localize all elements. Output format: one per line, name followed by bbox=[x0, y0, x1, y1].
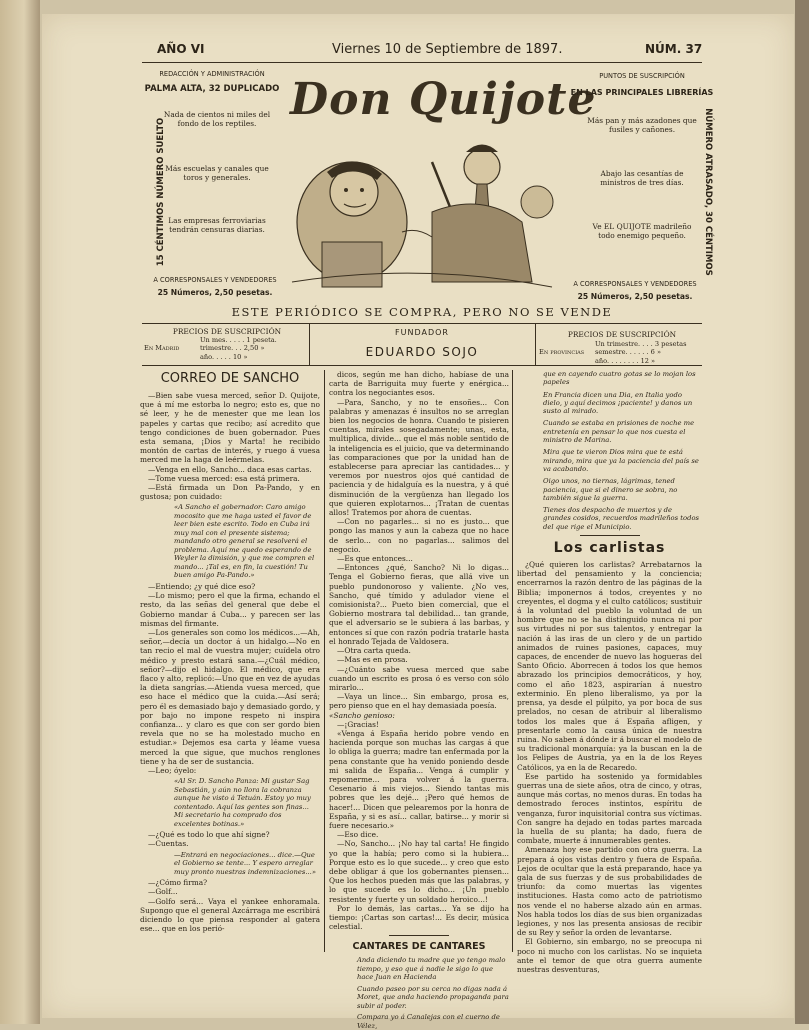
paragraph: —Eso dice. bbox=[337, 830, 379, 840]
left-slogan-2: Más escuelas y canales que toros y generales. bbox=[165, 164, 269, 183]
issue-date: Viernes 10 de Septiembre de 1897. bbox=[332, 42, 563, 57]
left-slogan-1: Nada de cientos ni miles del fondo de los reptiles. bbox=[163, 110, 271, 129]
page-edge bbox=[795, 0, 809, 1024]
paragraph: —Venga en ello, Sancho... daca esas cartas. bbox=[148, 464, 312, 474]
paragraph: —Para, Sancho, y no te ensoñes... Con palabras y amenazas é insultos no se arreglan bien los negocios de honra. Cuando te pisieren cuentas, mírales sosegadamente; unas, esta, multiplica, divide... que el más noble sentido de la inteligencia es el juicio, que va determinando las comparaciones que por la unidad han de establecerse para apreciar las cantidades... y veremos por nuestros ojos qué cantidad de paciencia y de hidalguía es la nuestra, y á qué disminución de la vergüenza han llegado los que quieren explotarnos... ¡Tratan de cuentas allos! Tratemos por ahora de cuentas. bbox=[329, 397, 509, 518]
paragraph: —Bien sabe vuesa merced, señor D. Quijote, que á mí me estorba lo negro; esto es, que no sé leer, y he de menester que me lean los papeles y cartas que recibo; así acredito que tengo condiciones de buen gobernador. Pues esta semana, ¡Dios y Marta! he recibido montón de cartas de interés, y ruego á vuesa merced me la haga de leérmelas. bbox=[140, 391, 320, 465]
right-slogan-1: Más pan y más azadones que fusiles y cañones. bbox=[587, 116, 697, 135]
column-rule-1 bbox=[324, 370, 325, 952]
masthead-title: Don Quijote bbox=[290, 74, 597, 125]
newspaper-sheet bbox=[42, 14, 794, 1030]
right-bulk-price: 25 Números, 2,50 pesetas. bbox=[577, 292, 693, 301]
column-right bbox=[517, 370, 702, 974]
paragraph: —Leo; óyelo: bbox=[148, 766, 197, 775]
paragraph: —Mas es en prosa. bbox=[337, 655, 408, 665]
verse-letter: «Al Sr. D. Sancho Panza: Mi gustar Sag Sebastián, y aún no llora la cobranza aunque he visto á Tetuán. Estoy yo muy contentado. Aquí las gentes son finas... Mi secretario ha comprado dos excelentes botinas.» bbox=[174, 777, 311, 828]
verse: Compara yo á Canalejas con el cuerno de Vélez, bbox=[357, 1013, 500, 1030]
paragraph: «Venga á España herido pobre vendo en hacienda porque son muchas las cargas á que lo obliga la guerra; madre tan enfermada por la pena constante que ha venido poniendo desde mi salida de España... Venga á cumplir y repomerme... para volver á la guerra. Cesenario á mis viejos... Siendo tantas mis pobres que les dejé... ¡Pero qué hemos de hacer!... Dicen que pelearemos por la honra de España, y si es así... callar, batirse... y morir si fuere necesario.» bbox=[329, 728, 509, 830]
article-title-correo: CORREO DE SANCHO bbox=[160, 371, 300, 386]
section-divider bbox=[580, 535, 640, 536]
column-rule-2 bbox=[512, 370, 513, 952]
verse-letter: «A Sancho el gobernador: Caro amigo mocosito que me haga usted el favor de leer bien este escrito. Todo en Cuba irá muy mal con el presente sistema; mandando otro general se resolverá el problema. Aquí me quedo esperando de Weyler la dimisión, y que me compren el mando... ¡Tal es, en fin, la cuestión! Tu buen amigo Pa-Pando.» bbox=[174, 503, 315, 580]
redaccion-heading: REDACCIÓN Y ADMINISTRACIÓN bbox=[159, 70, 265, 78]
left-slogan-3: Las empresas ferroviarias tendrán censuras diarias. bbox=[168, 216, 266, 235]
sub-bar-top bbox=[142, 323, 702, 324]
paragraph: Por lo demás, las cartas... Ya se dijo ha tiempo: ¡Cartas son cartas!... Es decir, música celestial. bbox=[329, 903, 509, 932]
paragraph: —No, Sancho... ¡No hay tal carta! He fingido yo que la había; pero como si la hubiera... Porque esto es lo que sucede... y creo que esto debe obligar á que los gobernantes piensen... Que los hechos pueden más que las palabras, y lo que sucede es lo dicho... ¡Un pueblo resistente y fuerte y un soldado heroico...! bbox=[329, 839, 509, 904]
right-vertical-price: NÚMERO ATRASADO, 30 CÉNTIMOS bbox=[703, 108, 713, 276]
paragraph: —¿Cuánto sabe vuesa merced que sabe cuando un escrito es prosa ó es verso con sólo mirarlo... bbox=[329, 664, 509, 692]
verse: Oigo unos, no tiernas, lágrimas, tened paciencia, que si el dinero se sobra, no también sigue la guerra. bbox=[543, 477, 678, 502]
left-price-row: año. . . . . 10 » bbox=[200, 352, 248, 361]
verse: Tienes dos despacho de muertos y de grandes cosidos, recuerdos madrileños todos del que rige el Municipio. bbox=[543, 506, 700, 531]
sub-bar-divider-2 bbox=[535, 323, 536, 365]
paragraph: —Entiendo; ¿y qué dice eso? bbox=[148, 581, 256, 591]
left-price-row: Un mes. . . . . 1 peseta. bbox=[200, 336, 277, 344]
left-price-row: trimestre. . . 2,50 » bbox=[200, 344, 265, 353]
column-middle bbox=[329, 370, 509, 1030]
paragraph: —Golfo será... Vaya el yankee enhoramala. Supongo que el general Azcárraga me escribirá diciendo lo que piensa responder al gatera ese... que en los perió- bbox=[140, 896, 320, 934]
paragraph: —Tome vuesa merced: esa está primera. bbox=[148, 473, 300, 483]
left-bulk-price: 25 Números, 2,50 pesetas. bbox=[157, 288, 273, 297]
right-slogan-2: Abajo las cesantías de ministros de tres días. bbox=[600, 169, 684, 188]
binding-edge bbox=[0, 0, 40, 1024]
paragraph: dicos, según me han dicho, habíase de una carta de Barriguita muy fuerte y enérgica... contra los negociantes esos. bbox=[329, 370, 509, 398]
verse: que en cayendo cuatro gotas se lo mojan los papeles bbox=[543, 370, 696, 387]
paragraph: —Vaya un lince... Sin embargo, prosa es, pero pienso que en el hay demasiada poesía. bbox=[329, 692, 509, 711]
verse: Cuando paseo por su cerca no digas nada á Moret, que anda haciendo propaganda para subir al poder. bbox=[357, 984, 509, 1010]
puntos-heading: PUNTOS DE SUSCRIPCIÓN bbox=[599, 72, 685, 80]
right-price-title: PRECIOS DE SUSCRIPCIÓN bbox=[567, 330, 677, 339]
verse: Cuando se estaba en prisiones de noche me entretenía en pensar lo que nos cuesta el ministro de Marina. bbox=[543, 419, 695, 445]
paragraph: —¿Cómo firma? bbox=[148, 878, 208, 888]
paragraph: —Con no pagarles... si no es justo... que pongo las manos y aun la cabeza que no hace de serlo... con no pagarlas... salimos del negocio. bbox=[329, 517, 509, 554]
paragraph: «Sancho genioso: bbox=[329, 710, 395, 720]
column-correo-de-sancho bbox=[140, 370, 320, 954]
right-price-row: año. . . . . . . . 12 » bbox=[595, 356, 656, 365]
right-price-rows bbox=[595, 340, 700, 365]
paragraph: —¡Gracias! bbox=[337, 719, 379, 729]
motto: ESTE PERIÓDICO SE COMPRA, PERO NO SE VENDE bbox=[231, 305, 613, 319]
left-price-place: En Madrid bbox=[144, 344, 180, 352]
paragraph: El Gobierno, sin embargo, no se preocupa ni poco ni mucho con los carlistas. No se inquieta ante el temor de que otra guerra aumente nuestras desventuras, bbox=[517, 937, 702, 974]
right-price-place: En provincias bbox=[539, 348, 585, 356]
sub-bar-bottom bbox=[142, 365, 702, 366]
verse-letter: —Entrará en negociaciones... dice.—Que el Gobierno se tente... Y espero arreglar muy pronto nuestras indemnizaciones...» bbox=[174, 850, 316, 876]
verse: Anda diciendo tu madre que yo tengo malo tiempo, y eso que á nadie le sigo lo que hace Juan en Hacienda bbox=[357, 956, 506, 982]
paragraph: —Entonces ¿qué, Sancho? Ni lo digas... Tenga el Gobierno fieras, que allá vive un pueblo pundonoroso y valiente. ¿No ves, Sancho, qué tímido y adulador viene el comisionista?... Pueto bien comercial, que el Gobierno mostrara tal debilidad... tan grande, que el adversario se le subiera á las barbas, y entonces sí que con razón podría tratarle hasta el honrado Tejada de Valdosera. bbox=[329, 563, 509, 646]
paragraph: —Es que entonces... bbox=[337, 554, 413, 564]
paragraph: —Golf... bbox=[148, 887, 178, 897]
verse: En Francia dicen una Dia, en Italia yodo dielo, y aquí decimos ¡paciente! y danos un susto al mirado. bbox=[543, 390, 693, 416]
redaccion-address: PALMA ALTA, 32 DUPLICADO bbox=[144, 84, 280, 94]
article-title-carlistas: Los carlistas bbox=[553, 540, 666, 557]
verse: Mira que te vieron Dios mira que te está mirando, mira que ya la paciencia del país se va acabando. bbox=[543, 448, 699, 473]
right-price-row: semestre. . . . . . 6 » bbox=[595, 348, 662, 357]
left-vertical-price: 15 CÉNTIMOS NÚMERO SUELTO bbox=[156, 117, 166, 267]
left-price-title: PRECIOS DE SUSCRIPCIÓN bbox=[172, 327, 282, 336]
paragraph: ¿Qué quieren los carlistas? Arrebatarnos la libertad del pensamiento y la conciencia; encerrarnos la razón dentro de las páginas de la Biblia; imponernos á todos, creyentes y no creyentes, el dogma y el culto católicos; sustituir á la voluntad del pueblo la voluntad de un hombre que no se ha distinguido nunca ni por sus virtudes ni por sus talentos, y entregar la nación á las iras de un clero y de un partido animados de ruines pasiones, capaces, muy capaces, de encender de nuevo las hogueras del Santo Oficio. Aborrecen á todos los que hemos abrazado los principios democráticos, y hoy, como el año 1823, aspirarían á nuestro exterminio. En pleno liberalismo, ya por la prensa, ya desde el púlpito, ya por boca de sus prelados, no cesan de atribuir al liberalismo todos los males que á España afligen, y presentarle como la causa única de nuestra ruina. No saben á dónde ir á buscar el modelo de su tradicional monarquía: ya la buscan en la de los Felipes de Austria, ya en la de los Reyes Católicos, ya en la de Recaredo. bbox=[517, 560, 702, 772]
header-rule bbox=[142, 62, 702, 63]
right-corresponsales: A CORRESPONSALES Y VENDEDORES bbox=[573, 280, 697, 288]
puntos-places: EN LAS PRINCIPALES LIBRERÍAS bbox=[570, 88, 714, 97]
article-title-cantares: CANTARES DE CANTARES bbox=[352, 941, 486, 953]
paragraph: —Lo mismo; pero el que la firma, echando el resto, da las señas del general que debe el Gobierno mandar á Cuba... y parecen ser las mismas del firmante. bbox=[140, 591, 320, 628]
paragraph: —¿Qué es todo lo que ahí signe? bbox=[148, 830, 270, 840]
paragraph: —Está firmada un Don Pa-Pando, y en gustosa; pon cuidado: bbox=[140, 483, 320, 502]
issue-number: NÚM. 37 bbox=[645, 42, 703, 56]
founder-label: FUNDADOR bbox=[395, 328, 449, 337]
section-divider bbox=[389, 935, 449, 936]
paragraph: —Los generales son como los médicos...—Ah, señor,—decía un doctor á un hidalgo.—No en tan recio el mal de vuestra mujer; cuídela otro médico y presto estará sana.—¿Cuál médico, señor?—dijo el hidalgo. El médico, que era flaco y alto, replicó:—Uno que en vez de ayudas la dieta sangrías.—Atienda vuesa merced, que eso hace el médico que la cuida.—Así será; pero él es demasiado bajo y demasiado gordo, y por bajo no impone respeto ni inspira confianza... y claro es que con ser gordo bien revela que no se ha molestado mucho en estudiar.» Dejemos esa carta y léame vuesa merced la que sigue, que muchos renglones tiene y ha de ser de sustancia. bbox=[140, 627, 320, 766]
quijote-sancho-illustration bbox=[282, 132, 562, 292]
paragraph: —Cuentas. bbox=[148, 839, 189, 849]
left-corresponsales: A CORRESPONSALES Y VENDEDORES bbox=[153, 276, 277, 284]
paragraph: Ese partido ha sostenido ya formidables guerras una de siete años, otra de cinco, y otras, aunque más cortas, no menos duras. En todas ha demostrado feroces instintos, espíritu de venganza, furor inquisitorial contra sus víctimas. Con sangre ha dejado en todas partes marcada la huella de su planta; ha dado, fuera de combate, muerte á innumerables gentes. bbox=[517, 771, 702, 846]
left-price-rows bbox=[200, 336, 310, 361]
paragraph: —Otra carta queda. bbox=[337, 646, 411, 656]
founder-name: EDUARDO SOJO bbox=[365, 345, 479, 359]
paragraph: Amenaza hoy ese partido con otra guerra. La prepara á ojos vistas dentro y fuera de España. Lejos de ocultar que la está preparando, hace ya gala de sus fuerzas y de sus probabilidades de triunfo: da como muertas las vigentes instituciones. Hasta como acto de patriotismo nos vende el no haberse alzado aún en armas. Nos habla todos los días de sus bien organizadas legiones, y nos las presenta ansiosas de recibir de su Rey y señor la orden de levantarse. bbox=[517, 845, 702, 938]
right-price-row: Un trimestre. . . . 3 pesetas bbox=[595, 340, 687, 348]
year-label: AÑO VI bbox=[157, 42, 205, 56]
right-slogan-3: Ve EL QUIJOTE madrileño todo enemigo pequeño. bbox=[592, 222, 692, 241]
